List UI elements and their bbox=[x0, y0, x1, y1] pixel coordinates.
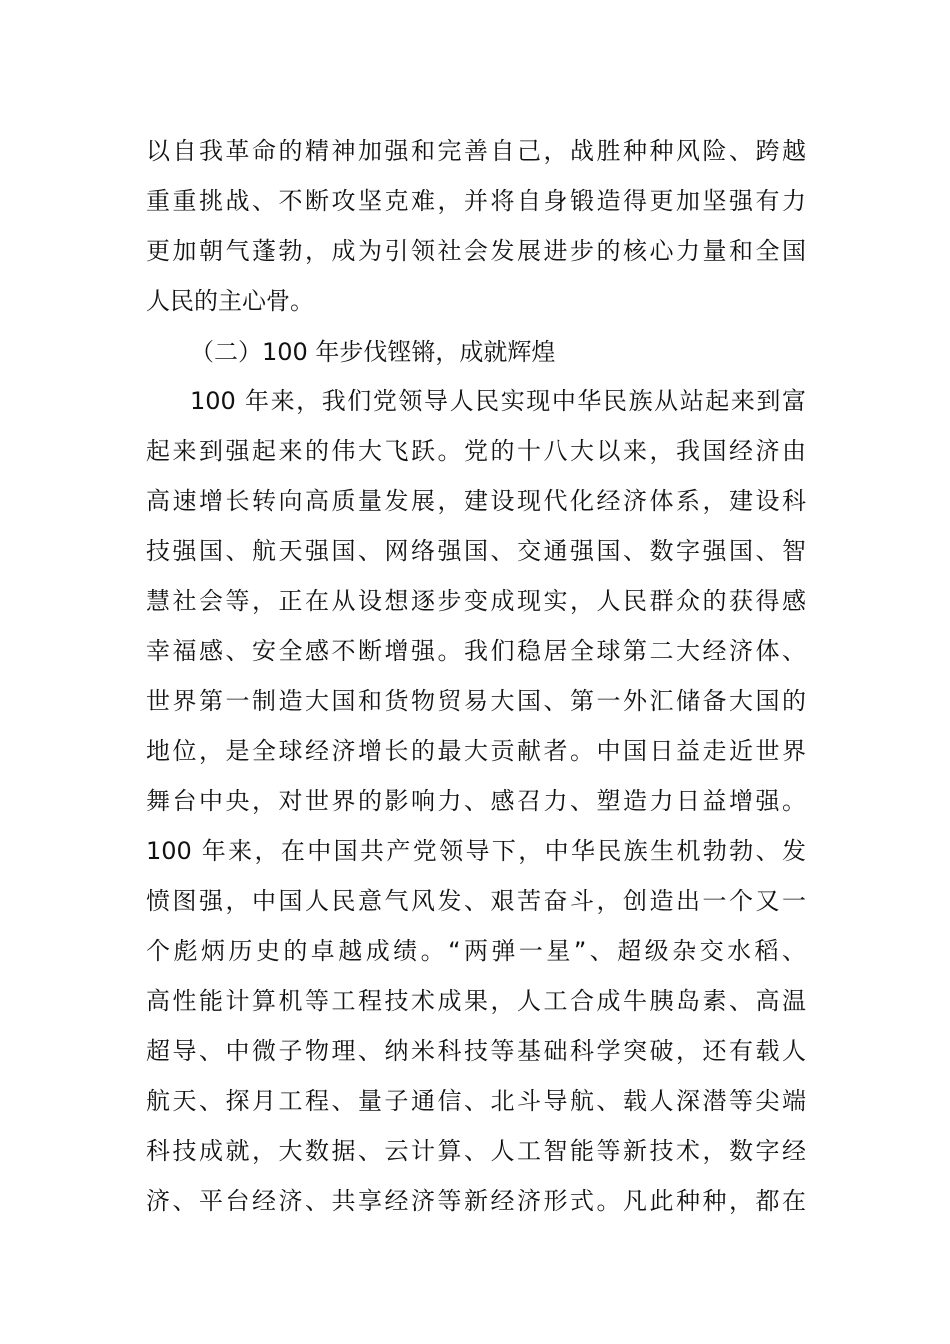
paragraph-2-line-2: 起来到强起来的伟大飞跃。党的十八大以来，我国经济由 bbox=[146, 437, 806, 465]
paragraph-2-line-13: 高性能计算机等工程技术成果，人工合成牛胰岛素、高温 bbox=[146, 987, 806, 1015]
paragraph-2-line-3: 高速增长转向高质量发展，建设现代化经济体系，建设科 bbox=[146, 487, 806, 515]
paragraph-2-line-1: 100 年来，我们党领导人民实现中华民族从站起来到富 bbox=[190, 387, 806, 415]
paragraph-2-line-17: 济、平台经济、共享经济等新经济形式。凡此种种，都在 bbox=[146, 1187, 806, 1215]
paragraph-2-line-14: 超导、中微子物理、纳米科技等基础科学突破，还有载人 bbox=[146, 1037, 806, 1065]
paragraph-2-line-5: 慧社会等，正在从设想逐步变成现实，人民群众的获得感 bbox=[146, 587, 806, 615]
paragraph-2-line-15: 航天、探月工程、量子通信、北斗导航、载人深潜等尖端 bbox=[146, 1087, 806, 1115]
paragraph-1-line-2: 重重挑战、不断攻坚克难，并将自身锻造得更加坚强有力 bbox=[146, 187, 806, 215]
paragraph-1-line-4: 人民的主心骨。 bbox=[146, 287, 314, 315]
paragraph-2-line-7: 世界第一制造大国和货物贸易大国、第一外汇储备大国的 bbox=[146, 687, 806, 715]
paragraph-2-line-8: 地位，是全球经济增长的最大贡献者。中国日益走近世界 bbox=[146, 737, 806, 765]
paragraph-2-line-11: 愤图强，中国人民意气风发、艰苦奋斗，创造出一个又一 bbox=[146, 887, 806, 915]
paragraph-2-line-4: 技强国、航天强国、网络强国、交通强国、数字强国、智 bbox=[146, 537, 806, 565]
section-heading: （二）100 年步伐铿锵，成就辉煌 bbox=[190, 338, 556, 366]
paragraph-2-line-6: 幸福感、安全感不断增强。我们稳居全球第二大经济体、 bbox=[146, 637, 806, 665]
paragraph-1-line-1: 以自我革命的精神加强和完善自己，战胜种种风险、跨越 bbox=[146, 137, 806, 165]
paragraph-2-line-12: 个彪炳历史的卓越成绩。“两弹一星”、超级杂交水稻、 bbox=[146, 937, 806, 965]
paragraph-1-line-3: 更加朝气蓬勃，成为引领社会发展进步的核心力量和全国 bbox=[146, 237, 806, 265]
paragraph-2-line-10: 100 年来，在中国共产党领导下，中华民族生机勃勃、发 bbox=[146, 837, 806, 865]
paragraph-2-line-16: 科技成就，大数据、云计算、人工智能等新技术，数字经 bbox=[146, 1137, 806, 1165]
paragraph-2-line-9: 舞台中央，对世界的影响力、感召力、塑造力日益增强。 bbox=[146, 787, 806, 815]
